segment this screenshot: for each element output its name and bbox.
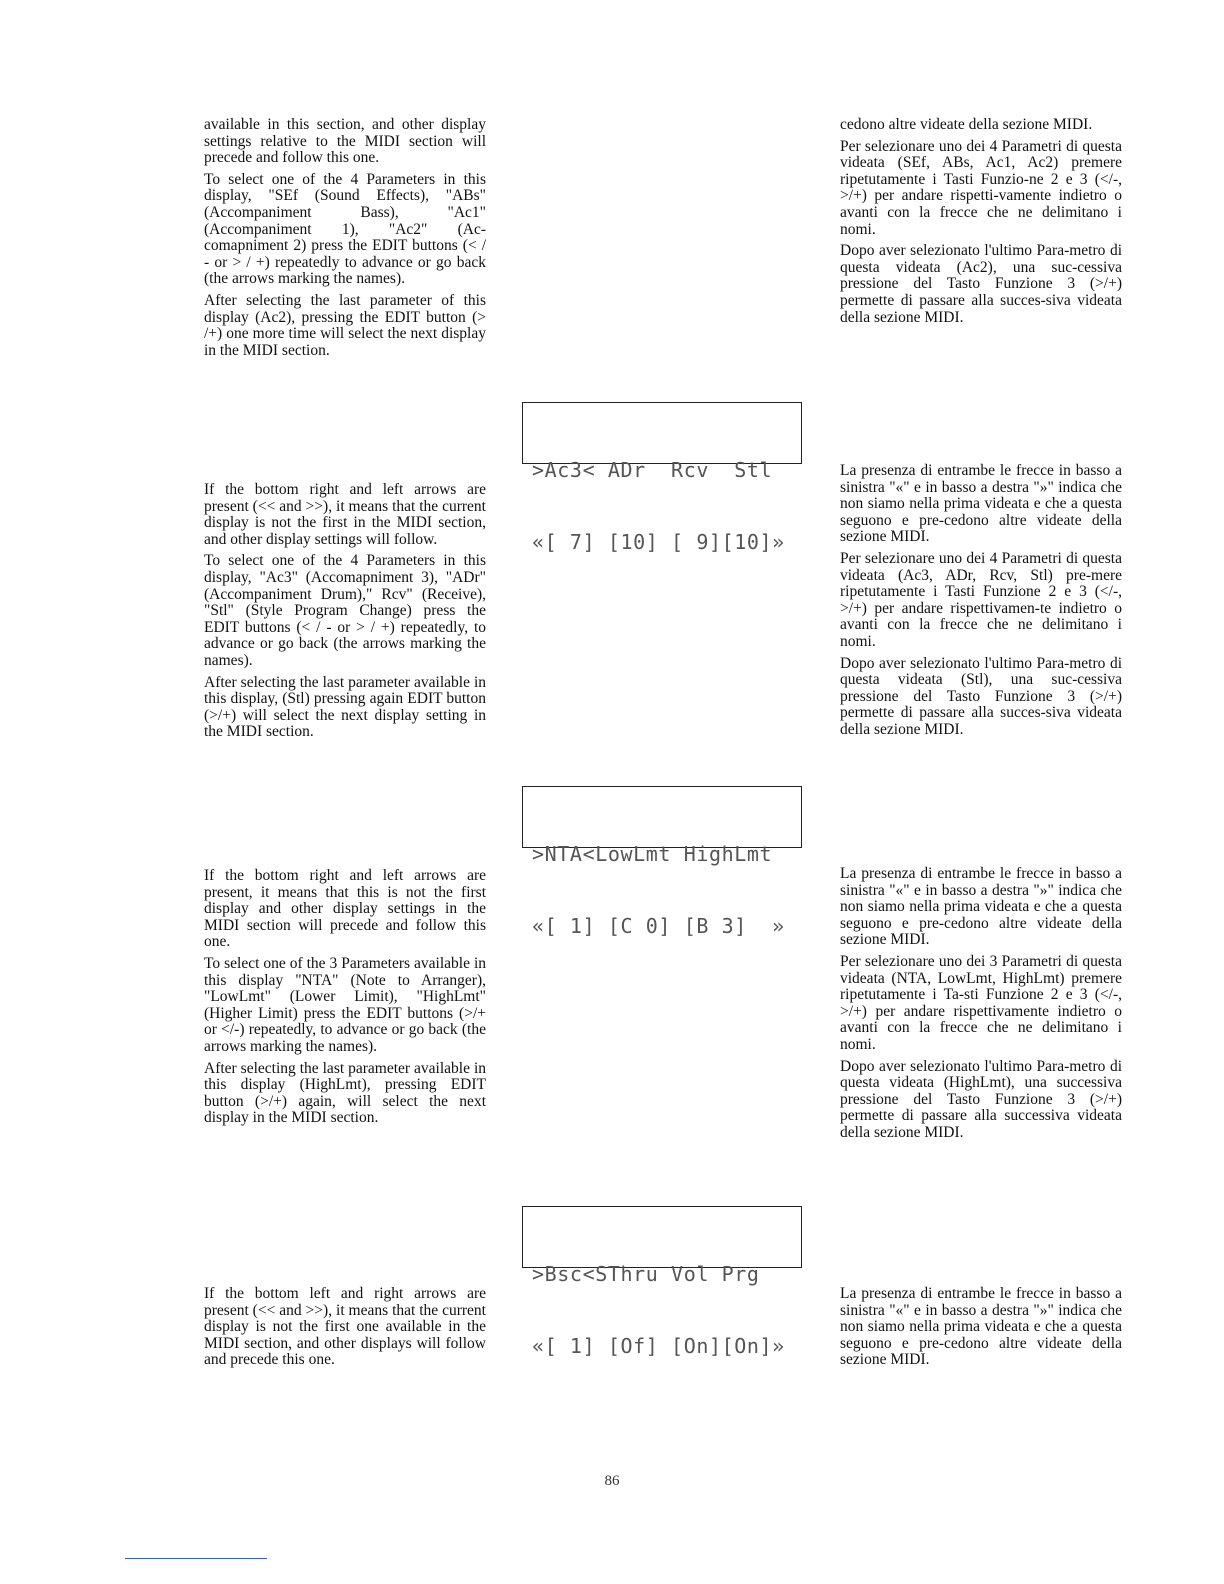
section-3-italian	[840, 866, 1122, 1147]
paragraph: Per selezionare uno dei 3 Parametri di questa videata (NTA, LowLmt, HighLmt) premere ripetutamente i Ta-sti Funzione 2 e 3 (</-, >/+) per andare rispettivamente indietro o avanti con la frecce che ne delimitano i nomi.	[840, 952, 1122, 1053]
lcd-display-bsc	[522, 1206, 802, 1358]
paragraph: Per selezionare uno dei 4 Parametri di questa videata (SEf, ABs, Ac1, Ac2) premere ripetutamente i Tasti Funzio-ne 2 e 3 (</-, >/+) per andare rispetti-vamente indietro o avanti con la frecce che ne delimitano i nomi.	[840, 137, 1122, 238]
lcd-display-ac3	[522, 402, 802, 554]
section-4-italian	[840, 1286, 1122, 1374]
lcd-line-1: >Ac3< ADr Rcv Stl	[532, 458, 773, 482]
section-1-english	[204, 117, 486, 364]
lcd-line-2: «[ 1] [C 0] [B 3] »	[532, 914, 785, 938]
paragraph: La presenza di entrambe le frecce in basso a sinistra "«" e in basso a destra "»" indica che non siamo nella prima videata e che a questa seguono e pre-cedono altre videate della sezione MIDI.	[840, 1285, 1122, 1369]
lcd-line-1: >NTA<LowLmt HighLmt	[532, 842, 773, 866]
lcd-display-nta	[522, 786, 802, 938]
lcd-line-2: «[ 7] [10] [ 9][10]»	[532, 530, 785, 554]
paragraph: Per selezionare uno dei 4 Parametri di questa videata (Ac3, ADr, Rcv, Stl) pre-mere ripetutamente i Tasti Funzione 2 e 3 (</-, >/+) per andare rispettivamen-te indietro o avanti con la frecce che ne delimitano i nomi.	[840, 549, 1122, 650]
paragraph: If the bottom left and right arrows are present (<< and >>), it means that the current display is not the first one available in the MIDI section, and other displays will follow and precede this one.	[204, 1285, 486, 1369]
paragraph: La presenza di entrambe le frecce in basso a sinistra "«" e in basso a destra "»" indica che non siamo nella prima videata e che a questa seguono e pre-cedono altre videate della sezione MIDI.	[840, 462, 1122, 546]
lcd-line-1: >Bsc<SThru Vol Prg	[532, 1262, 760, 1286]
section-2-english	[204, 482, 486, 746]
paragraph: La presenza di entrambe le frecce in basso a sinistra "«" e in basso a destra "»" indica che non siamo nella prima videata e che a questa seguono e pre-cedono altre videate della sezione MIDI.	[840, 865, 1122, 949]
section-3-english	[204, 868, 486, 1132]
footer-rule	[125, 1558, 267, 1559]
paragraph: To select one of the 3 Parameters available in this display "NTA" (Note to Arranger), "LowLmt" (Lower Limit), "HighLmt" (Higher Limit) press the EDIT buttons (>/+ or </-) repeatedly, to advance or go back (the arrows marking the names).	[204, 954, 486, 1055]
paragraph: cedono altre videate della sezione MIDI.	[840, 116, 1093, 133]
paragraph: If the bottom right and left arrows are present (<< and >>), it means that the current display is not the first in the MIDI section, and other display settings will follow.	[204, 481, 486, 548]
paragraph: available in this section, and other display settings relative to the MIDI section will precede and follow this one.	[204, 116, 486, 167]
paragraph: Dopo aver selezionato l'ultimo Para-metro di questa videata (Ac2), una suc-cessiva pressione del Tasto Funzione 3 (>/+) permette di passare alla succes-siva videata della sezione MIDI.	[840, 242, 1122, 326]
paragraph: After selecting the last parameter of this display (Ac2), pressing the EDIT button (> /+) one more time will select the next display in the MIDI section.	[204, 291, 486, 359]
paragraph: Dopo aver selezionato l'ultimo Para-metro di questa videata (Stl), una suc-cessiva pressione del Tasto Funzione 3 (>/+) permette di passare alla succes-siva videata della sezione MIDI.	[840, 654, 1122, 738]
section-2-italian	[840, 463, 1122, 744]
paragraph: After selecting the last parameter available in this display, (Stl) pressing again EDIT button (>/+) will select the next display setting in the MIDI section.	[204, 673, 486, 741]
paragraph: To select one of the 4 Parameters in this display, "Ac3" (Accomapniment 3), "ADr" (Accompaniment Drum)," Rcv" (Receive), "Stl" (Style Program Change) press the EDIT buttons (< / - or > / +) repeatedly, to advance or go back (the arrows marking the names).	[204, 552, 486, 669]
paragraph: To select one of the 4 Parameters in this display, "SEf (Sound Effects), "ABs" (Accompaniment Bass), "Ac1" (Accompaniment 1), "Ac2" (Ac-comapniment 2) press the EDIT buttons (< / - or > / +) repeatedly to advance or go back (the arrows marking the names).	[204, 170, 486, 288]
page-number: 86	[604, 1473, 620, 1489]
paragraph: If the bottom right and left arrows are present, it means that this is not the first display and other display settings in the MIDI section will precede and follow this one.	[204, 867, 486, 951]
section-1-italian	[840, 117, 1122, 331]
lcd-line-2: «[ 1] [Of] [On][On]»	[532, 1334, 785, 1358]
paragraph: Dopo aver selezionato l'ultimo Para-metro di questa videata (HighLmt), una successiva pressione del Tasto Funzione 3 (>/+) permette di passare alla successiva videata della sezione MIDI.	[840, 1057, 1122, 1141]
paragraph: After selecting the last parameter available in this display (HighLmt), pressing EDIT button (>/+) again, will select the next display in the MIDI section.	[204, 1059, 486, 1127]
section-4-english	[204, 1286, 486, 1374]
